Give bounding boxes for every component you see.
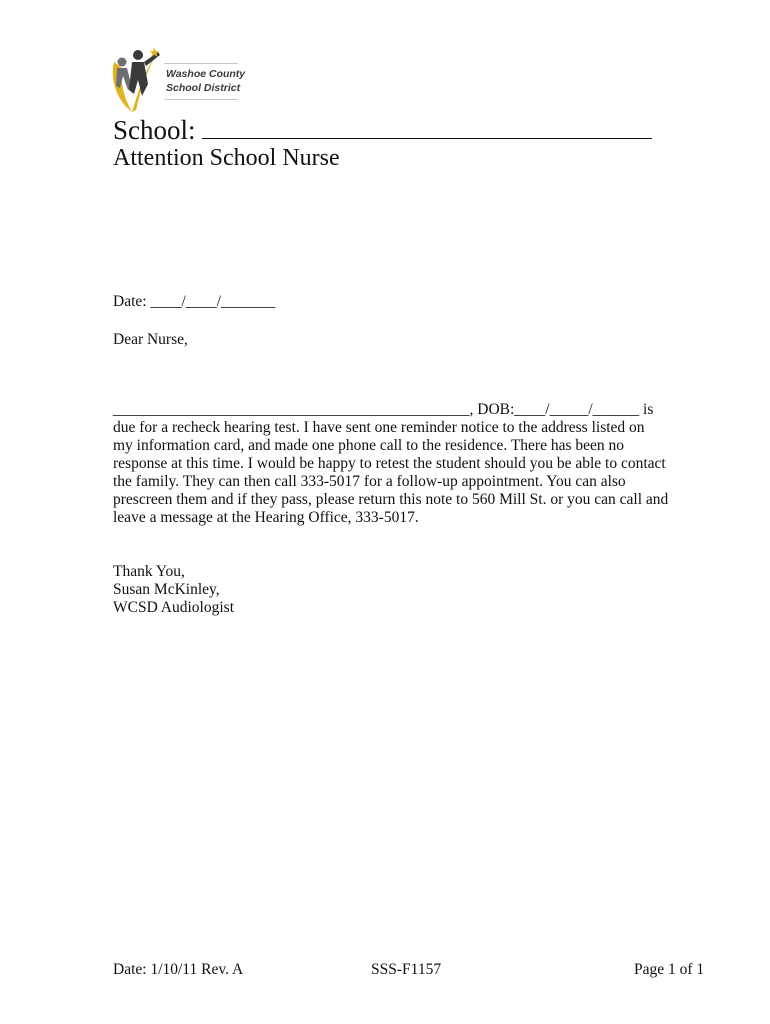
district-logo-mark-icon — [108, 44, 168, 116]
salutation: Dear Nurse, — [113, 331, 188, 348]
paragraph-line: response at this time. I would be happy to retest the student should you be able to contact — [113, 455, 666, 472]
logo-text-line2: School District — [166, 82, 241, 94]
school-blank-line[interactable] — [202, 114, 652, 139]
attention-heading: Attention School Nurse — [113, 145, 340, 171]
logo-rule-bottom — [164, 99, 238, 100]
logo-rule-top — [164, 63, 238, 64]
paragraph-line: my information card, and made one phone call to the residence. There has been no — [113, 437, 625, 454]
signature-block — [113, 563, 234, 617]
paragraph-line: ______________________________________________, DOB:____/_____/______ is — [113, 401, 654, 418]
paragraph-line: due for a recheck hearing test. I have sent one reminder notice to the address listed on — [113, 419, 645, 436]
school-field — [113, 114, 652, 146]
closing-line: Thank You, — [113, 563, 185, 580]
paragraph-line: prescreen them and if they pass, please return this note to 560 Mill St. or you can call and — [113, 491, 669, 508]
date-line: Date: ____/____/_______ — [113, 293, 276, 310]
footer-page-number: Page 1 of 1 — [634, 961, 705, 978]
footer-form-number: SSS-F1157 — [371, 961, 442, 978]
paragraph-line: leave a message at the Hearing Office, 333-5017. — [113, 509, 419, 526]
footer-date-revision: Date: 1/10/11 Rev. A — [113, 961, 244, 978]
logo-text-line1: Washoe County — [166, 68, 246, 80]
school-label: School: — [113, 115, 196, 145]
paragraph-line: the family. They can then call 333-5017 for a follow-up appointment. You can also — [113, 473, 626, 490]
signer-name: Susan McKinley, — [113, 581, 220, 598]
letter-paragraph — [113, 401, 673, 527]
signer-title: WCSD Audiologist — [113, 599, 235, 616]
district-logo — [108, 44, 248, 116]
